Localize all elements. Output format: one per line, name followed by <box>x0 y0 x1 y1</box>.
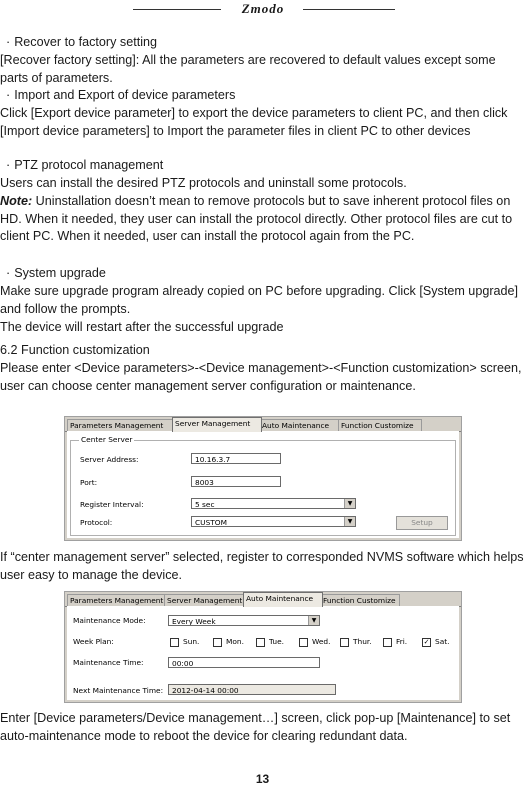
day-label: Tue. <box>269 637 284 646</box>
maintenance-mode-select[interactable] <box>168 615 320 626</box>
para-function-customization: Please enter <Device parameters>-<Device management>-<Function customization> screen, user can choose center management server configuration or maintenance. <box>0 361 522 393</box>
day-checkbox[interactable] <box>340 638 349 647</box>
tab-auto-maintenance[interactable]: Auto Maintenance <box>243 592 323 607</box>
port-input[interactable]: 8003 <box>191 476 281 487</box>
setup-button[interactable]: Setup <box>396 516 448 530</box>
chevron-down-icon[interactable]: ▼ <box>344 517 355 526</box>
protocol-value: CUSTOM <box>195 518 227 527</box>
brand-logo: Zmodo <box>241 1 285 16</box>
tab-parameters-management[interactable]: Parameters Management <box>67 419 175 431</box>
auto-maintenance-screenshot <box>64 591 462 703</box>
bullet-import-export: · Import and Export of device parameters <box>0 87 525 105</box>
page-header <box>0 0 525 18</box>
chevron-down-icon[interactable]: ▼ <box>344 499 355 508</box>
para-restart: The device will restart after the successful upgrade <box>0 320 284 334</box>
day-label: Fri. <box>396 637 408 646</box>
tab-parameters-management[interactable]: Parameters Management <box>67 594 167 606</box>
tab-server-management[interactable]: Server Management <box>172 417 262 432</box>
header-rule-right <box>303 9 395 10</box>
note-text: Uninstallation doesn’t mean to remove protocols but to save inherent protocol files on HD. When it needed, they user can install the protocol directly. Other protocol files are cut to client PC. When it needed, user can install the protocol again from the PC. <box>0 194 513 243</box>
protocol-label: Protocol: <box>80 518 113 527</box>
bullet-ptz: · PTZ protocol management <box>0 157 525 175</box>
register-interval-value: 5 sec <box>195 500 215 509</box>
tab-server-management[interactable]: Server Management <box>164 594 246 606</box>
day-label: Mon. <box>226 637 244 646</box>
next-maintenance-value: 2012-04-14 00:00 <box>168 684 336 695</box>
section-heading-6-2: 6.2 Function customization <box>0 343 150 357</box>
register-interval-label: Register Interval: <box>80 500 144 509</box>
register-interval-select[interactable] <box>191 498 356 509</box>
para-maintenance: Enter [Device parameters/Device management…] screen, click pop-up [Maintenance] to set auto-maintenance mode to reboot the device for clearing redundant data. <box>0 711 511 743</box>
tab-bar <box>65 592 461 607</box>
week-plan-label: Week Plan: <box>73 637 114 646</box>
note-paragraph <box>0 193 525 246</box>
maintenance-mode-label: Maintenance Mode: <box>73 616 146 625</box>
bullet-recover-factory: · Recover to factory setting <box>0 34 525 52</box>
day-label: Wed. <box>312 637 331 646</box>
protocol-select[interactable] <box>191 516 356 527</box>
day-label: Sun. <box>183 637 200 646</box>
server-address-input[interactable]: 10.16.3.7 <box>191 453 281 464</box>
para-ptz: Users can install the desired PTZ protocols and uninstall some protocols. <box>0 176 407 190</box>
day-checkbox[interactable] <box>383 638 392 647</box>
day-checkbox[interactable]: ✓ <box>423 638 430 646</box>
para-import-export: Click [Export device parameter] to export the device parameters to client PC, and then click [Import device parameters] to Import the parameter files in client PC to other devices <box>0 106 508 138</box>
center-server-group <box>70 435 456 536</box>
port-label: Port: <box>80 478 98 487</box>
para-center-management: If “center management server” selected, register to corresponded NVMS software which helps user easy to manage the device. <box>0 550 524 582</box>
para-recover-factory: [Recover factory setting]: All the parameters are recovered to default values except some parts of parameters. <box>0 53 496 85</box>
maintenance-panel <box>67 606 459 700</box>
note-label: Note: <box>0 194 33 208</box>
day-checkbox[interactable] <box>256 638 265 647</box>
maintenance-time-label: Maintenance Time: <box>73 658 144 667</box>
tab-function-customize[interactable]: Function Customize <box>338 419 422 431</box>
para-system-upgrade: Make sure upgrade program already copied on PC before upgrading. Click [System upgrade] and follow the prompts. <box>0 284 519 316</box>
tab-auto-maintenance[interactable]: Auto Maintenance <box>259 419 341 431</box>
center-server-title: Center Server <box>81 435 133 444</box>
tab-bar <box>65 417 461 432</box>
day-checkbox[interactable] <box>213 638 222 647</box>
server-address-label: Server Address: <box>80 455 139 464</box>
next-maintenance-label: Next Maintenance Time: <box>73 686 164 695</box>
header-rule-left <box>133 9 221 10</box>
maintenance-mode-value: Every Week <box>172 617 216 626</box>
day-label: Sat. <box>435 637 450 646</box>
page-number: 13 <box>255 772 270 786</box>
tab-function-customize[interactable]: Function Customize <box>320 594 400 606</box>
maintenance-time-input[interactable]: 00:00 <box>168 657 320 668</box>
chevron-down-icon[interactable]: ▼ <box>308 616 319 625</box>
day-label: Thur. <box>353 637 372 646</box>
server-management-screenshot <box>64 416 462 541</box>
day-checkbox[interactable] <box>299 638 308 647</box>
server-panel <box>67 431 459 538</box>
day-checkbox[interactable] <box>170 638 179 647</box>
bullet-system-upgrade: · System upgrade <box>0 265 525 283</box>
